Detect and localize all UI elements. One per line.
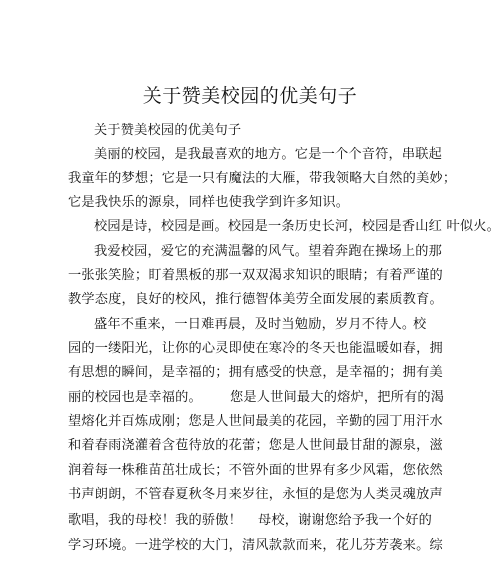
paragraph-line: 盛年不重来，一日难再晨，及时当勉励，岁月不待人。 (94, 317, 416, 332)
paragraph-line: 它是我快乐的源泉，同样也使我学到许多知识。 (68, 195, 350, 210)
paragraph-line: 学习环境。一进学校的大门，清风款款而来，花儿芬芳袭来。综 (68, 538, 443, 553)
paragraph-line: 丽的校园也是幸福的。 (68, 390, 202, 405)
paragraph-line: 有思想的瞬间，是幸福的；拥有感受的快意，是幸福的；拥有美 (68, 365, 443, 380)
paragraph-line: 歌唱，我的母校！我的骄傲！ (68, 513, 243, 528)
paragraph-line: 您是人世间最大的熔炉，把所有的渴 (230, 390, 445, 405)
document-subtitle: 关于赞美校园的优美句子 (94, 123, 242, 138)
document-title: 关于赞美校园的优美句子 (142, 85, 358, 107)
paragraph-line: 书声朗朗，不管春夏秋冬月来岁往，永恒的是您为人类灵魂放声 (68, 487, 443, 502)
paragraph-line: 校 (413, 317, 427, 332)
paragraph-line: 润着每一株稚苗茁壮成长；不管外面的世界有多少风霜，您依然 (68, 463, 443, 478)
paragraph-line: 和着春雨浇灌着含苞待放的花蕾；您是人世间最甘甜的源泉，滋 (68, 438, 443, 453)
paragraph-line: 美丽的校园，是我最喜欢的地方。它是一个个音符，串联起 (94, 147, 443, 162)
paragraph-line: 母校，谢谢您给予我一个好的 (258, 513, 433, 528)
paragraph-line: 一张张笑脸；盯着黑板的那一双双渴求知识的眼睛；有着严谨的 (68, 268, 443, 283)
paragraph-line: 我爱校园，爱它的充满温馨的风气。望着奔跑在操场上的那 (94, 244, 443, 259)
paragraph-line: 我童年的梦想；它是一只有魔法的大雁，带我领略大自然的美妙； (68, 171, 457, 186)
paragraph-line: 望熔化并百炼成刚；您是人世间最美的花园，辛勤的园丁用汗水 (68, 414, 443, 429)
paragraph-line: 校园是诗，校园是画。校园是一条历史长河，校园是香山红 叶似火。 (94, 219, 500, 234)
paragraph-line: 教学态度，良好的校风，推行德智体美劳全面发展的素质教育。 (68, 292, 443, 307)
paragraph-line: 园的一缕阳光，让你的心灵即使在寒冷的冬天也能温暖如春，拥 (68, 341, 443, 356)
